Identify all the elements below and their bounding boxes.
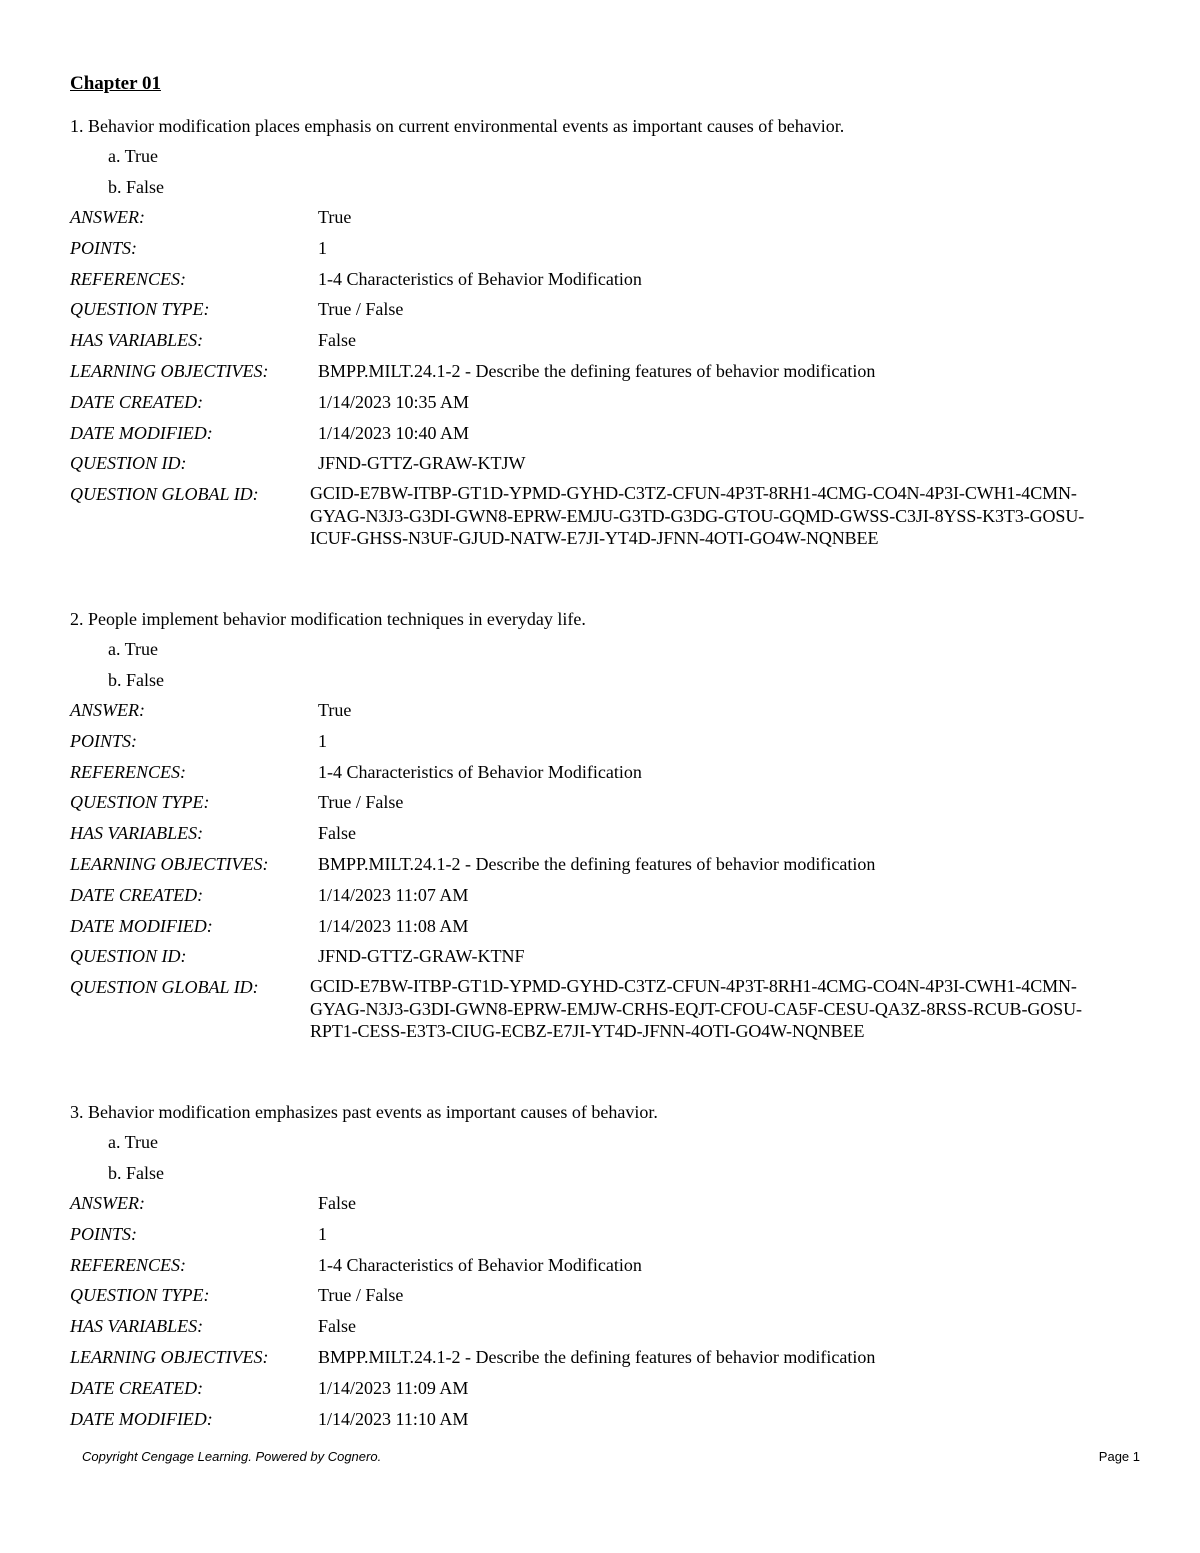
points-value: 1 <box>318 1223 327 1244</box>
question-id-row <box>70 451 1150 482</box>
answer-label: ANSWER: <box>70 207 145 227</box>
learning-objectives-label: LEARNING OBJECTIVES: <box>70 1346 269 1367</box>
date-created-label: DATE CREATED: <box>70 884 204 905</box>
answer-value: True <box>318 207 352 227</box>
question-global-id-label: QUESTION GLOBAL ID: <box>70 977 259 998</box>
points-label: POINTS: <box>70 1223 137 1244</box>
points-value: 1 <box>318 237 327 258</box>
learning-objectives-value: BMPP.MILT.24.1-2 - Describe the defining features of behavior modification <box>318 853 876 874</box>
answer-value: True <box>318 700 352 720</box>
answer-row <box>70 698 1150 729</box>
question-type-value: True / False <box>318 1285 404 1306</box>
answer-row <box>70 205 1150 236</box>
date-modified-row <box>70 914 1150 945</box>
chapter-title: Chapter 01 <box>70 73 161 94</box>
question-global-id-label: QUESTION GLOBAL ID: <box>70 484 259 505</box>
learning-objectives-row <box>70 1345 1150 1376</box>
question-type-value: True / False <box>318 299 404 320</box>
points-row <box>70 1222 1150 1253</box>
date-created-value: 1/14/2023 10:35 AM <box>318 391 470 412</box>
question-type-label: QUESTION TYPE: <box>70 1285 210 1306</box>
has-variables-value: False <box>318 330 356 351</box>
question-global-id-row <box>70 975 1150 1043</box>
date-modified-row <box>70 1407 1150 1438</box>
answer-label: ANSWER: <box>70 1193 145 1213</box>
question-global-id-row <box>70 482 1150 550</box>
date-created-row <box>70 1376 1150 1407</box>
points-value: 1 <box>318 730 327 751</box>
references-value: 1-4 Characteristics of Behavior Modification <box>318 1254 642 1275</box>
learning-objectives-row <box>70 359 1150 390</box>
choice-b: b. False <box>108 669 164 690</box>
date-created-value: 1/14/2023 11:09 AM <box>318 1377 469 1398</box>
learning-objectives-label: LEARNING OBJECTIVES: <box>70 853 269 874</box>
date-modified-value: 1/14/2023 10:40 AM <box>318 422 470 443</box>
learning-objectives-value: BMPP.MILT.24.1-2 - Describe the defining features of behavior modification <box>318 360 876 381</box>
has-variables-value: False <box>318 1316 356 1337</box>
choice-a: a. True <box>108 1132 159 1152</box>
question-stem: 1. Behavior modification places emphasis on current environmental events as important causes of behavior. <box>70 116 845 136</box>
has-variables-label: HAS VARIABLES: <box>70 330 204 351</box>
question-id-label: QUESTION ID: <box>70 453 187 474</box>
date-created-row <box>70 883 1150 914</box>
has-variables-row <box>70 821 1150 852</box>
choice-a: a. True <box>108 146 159 166</box>
question-type-value: True / False <box>318 792 404 813</box>
question-id-label: QUESTION ID: <box>70 946 187 967</box>
references-row <box>70 267 1150 298</box>
question-block-2 <box>70 607 1150 1043</box>
learning-objectives-row <box>70 852 1150 883</box>
date-modified-label: DATE MODIFIED: <box>70 915 213 936</box>
references-value: 1-4 Characteristics of Behavior Modification <box>318 761 642 782</box>
date-modified-value: 1/14/2023 11:10 AM <box>318 1408 469 1429</box>
question-type-row <box>70 790 1150 821</box>
has-variables-label: HAS VARIABLES: <box>70 1316 204 1337</box>
question-global-id-value: GCID-E7BW-ITBP-GT1D-YPMD-GYHD-C3TZ-CFUN-4P3T-8RH1-4CMG-CO4N-4P3I-CWH1-4CMN-GYAG-N3J3-G3DI-GWN8-EPRW-EMJU-G3TD-G3DG-GTOU-GQMD-GWSS-C3JI-8YSS-K3T3-GOSU-ICUF-GHSS-N3UF-GJUD-NATW-E7JI-YT4D-JFNN-4OTI-GO4W-NQNBEE <box>310 483 1085 549</box>
question-global-id-value: GCID-E7BW-ITBP-GT1D-YPMD-GYHD-C3TZ-CFUN-4P3T-8RH1-4CMG-CO4N-4P3I-CWH1-4CMN-GYAG-N3J3-G3DI-GWN8-EPRW-EMJW-CRHS-EQJT-CFOU-CA5F-CESU-QA3Z-8RSS-RCUB-GOSU-RPT1-CESS-E3T3-CIUG-ECBZ-E7JI-YT4D-JFNN-4OTI-GO4W-NQNBEE <box>310 976 1082 1042</box>
date-modified-row <box>70 421 1150 452</box>
references-label: REFERENCES: <box>70 761 186 782</box>
has-variables-row <box>70 328 1150 359</box>
question-type-row <box>70 1283 1150 1314</box>
date-created-value: 1/14/2023 11:07 AM <box>318 884 469 905</box>
points-label: POINTS: <box>70 237 137 258</box>
choice-a: a. True <box>108 639 159 659</box>
references-label: REFERENCES: <box>70 268 186 289</box>
references-row <box>70 760 1150 791</box>
question-block-3 <box>70 1100 1150 1437</box>
date-created-label: DATE CREATED: <box>70 391 204 412</box>
references-label: REFERENCES: <box>70 1254 186 1275</box>
date-modified-label: DATE MODIFIED: <box>70 1408 213 1429</box>
date-modified-label: DATE MODIFIED: <box>70 422 213 443</box>
question-block-1 <box>70 114 1150 550</box>
references-row <box>70 1253 1150 1284</box>
question-id-value: JFND-GTTZ-GRAW-KTNF <box>318 946 525 967</box>
question-id-value: JFND-GTTZ-GRAW-KTJW <box>318 453 526 474</box>
date-created-row <box>70 390 1150 421</box>
question-stem: 3. Behavior modification emphasizes past events as important causes of behavior. <box>70 1102 658 1122</box>
question-id-row <box>70 944 1150 975</box>
learning-objectives-label: LEARNING OBJECTIVES: <box>70 360 269 381</box>
question-stem: 2. People implement behavior modification techniques in everyday life. <box>70 609 586 629</box>
footer-copyright: Copyright Cengage Learning. Powered by Cognero. <box>82 1449 382 1464</box>
points-row <box>70 729 1150 760</box>
has-variables-value: False <box>318 823 356 844</box>
learning-objectives-value: BMPP.MILT.24.1-2 - Describe the defining features of behavior modification <box>318 1346 876 1367</box>
question-type-row <box>70 297 1150 328</box>
points-label: POINTS: <box>70 730 137 751</box>
has-variables-label: HAS VARIABLES: <box>70 823 204 844</box>
references-value: 1-4 Characteristics of Behavior Modification <box>318 268 642 289</box>
answer-label: ANSWER: <box>70 700 145 720</box>
choice-b: b. False <box>108 176 164 197</box>
footer-page-number: Page 1 <box>1098 1449 1140 1464</box>
choice-b: b. False <box>108 1162 164 1183</box>
answer-row <box>70 1191 1150 1222</box>
question-type-label: QUESTION TYPE: <box>70 792 210 813</box>
question-type-label: QUESTION TYPE: <box>70 299 210 320</box>
has-variables-row <box>70 1314 1150 1345</box>
date-created-label: DATE CREATED: <box>70 1377 204 1398</box>
date-modified-value: 1/14/2023 11:08 AM <box>318 915 469 936</box>
points-row <box>70 236 1150 267</box>
answer-value: False <box>318 1193 356 1213</box>
